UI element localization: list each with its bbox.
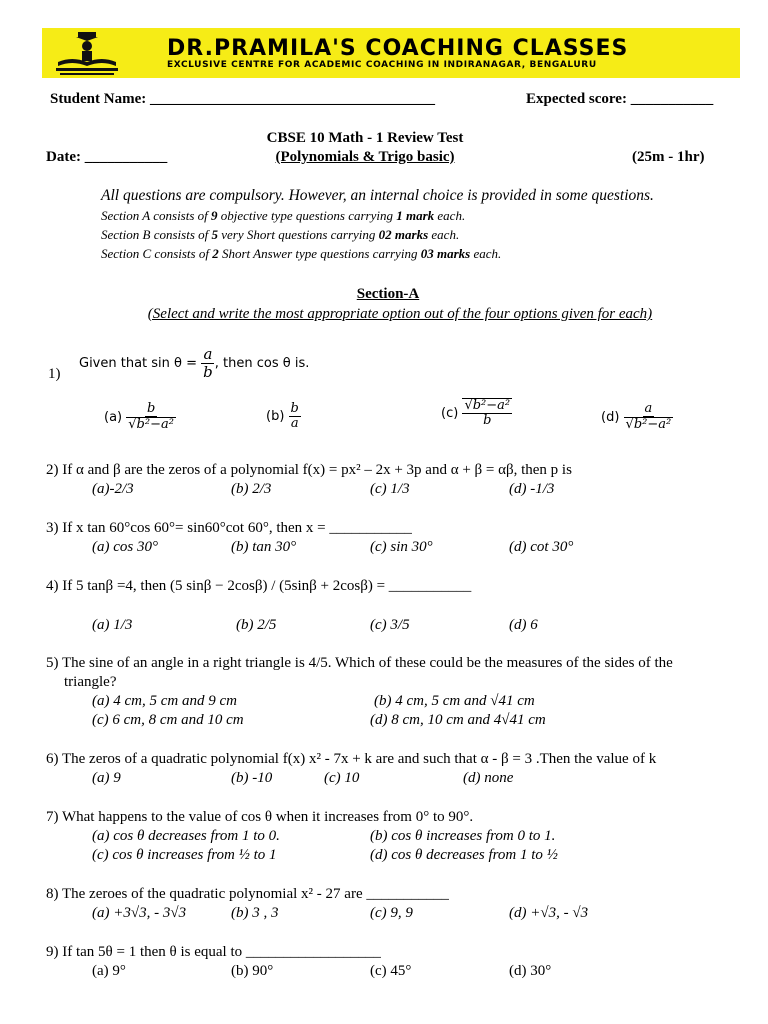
q5-option-c: (c) 6 cm, 8 cm and 10 cm <box>92 712 244 728</box>
q8-option-d: (d) +√3, - √3 <box>509 905 589 921</box>
q3-option-b: (b) tan 30° <box>231 539 297 555</box>
q2-option-b: (b) 2/3 <box>231 481 272 497</box>
q6-option-d: (d) none <box>463 770 514 786</box>
q4-option-c: (c) 3/5 <box>370 617 410 633</box>
q1-option-c: (c) $\frac{\text{√b²−a²}}{b}$ <box>441 398 511 429</box>
q6-question: 6) The zeros of a quadratic polynomial f(x) x² - 7x + k are and such that α - β = 3 .Then the value of k <box>46 751 657 767</box>
test-title: CBSE 10 Math - 1 Review Test <box>266 130 464 146</box>
q7-option-c: (c) cos θ increases from ½ to 1 <box>92 847 277 863</box>
q4-question: 4) If 5 tanβ =4, then (5 sinβ − 2cosβ) / (5sinβ + 2cosβ) = ___________ <box>46 578 472 594</box>
q8-question: 8) The zeroes of the quadratic polynomial x² - 27 are ___________ <box>46 886 449 902</box>
q1-option-d: (d) $\frac{a}{\text{√b²−a²}}$ <box>601 401 672 433</box>
q3-option-c: (c) sin 30° <box>370 539 433 555</box>
q9-option-b: (b) 90° <box>231 963 274 979</box>
q3-option-a: (a) cos 30° <box>92 539 158 555</box>
instruction-section-a: Section A consists of 9 objective type questions carrying 1 mark each. <box>101 208 466 223</box>
q9-question: 9) If tan 5θ = 1 then θ is equal to __________________ <box>46 944 381 960</box>
q4-option-d: (d) 6 <box>509 617 538 633</box>
q1-option-b: (b) $\frac{b}{a}$ <box>266 401 299 432</box>
date-field: Date: ___________ <box>46 149 168 165</box>
expected-score-field: Expected score: ___________ <box>526 91 714 107</box>
instruction-section-c: Section C consists of 2 Short Answer type questions carrying 03 marks each. <box>101 246 502 261</box>
instruction-main: All questions are compulsory. However, an internal choice is provided in some questions. <box>101 187 654 204</box>
q8-option-b: (b) 3 , 3 <box>231 905 279 921</box>
instruction-section-b: Section B consists of 5 very Short questions carrying 02 marks each. <box>101 227 460 242</box>
q1-question: Given that sin θ = $\frac{a}{b}$ , then cos θ is. <box>79 345 310 381</box>
q6-option-b: (b) -10 <box>231 770 273 786</box>
q2-option-c: (c) 1/3 <box>370 481 410 497</box>
test-topic: (Polynomials & Trigo basic) <box>275 149 455 165</box>
q5-question: 5) The sine of an angle in a right triangle is 4/5. Which of these could be the measures of the sides of the <box>46 655 673 671</box>
q2-option-a: (a)-2/3 <box>92 481 134 497</box>
q5-option-d: (d) 8 cm, 10 cm and 4√41 cm <box>370 712 546 728</box>
q7-option-a: (a) cos θ decreases from 1 to 0. <box>92 828 280 844</box>
q9-option-c: (c) 45° <box>370 963 412 979</box>
q4-option-a: (a) 1/3 <box>92 617 133 633</box>
q7-question: 7) What happens to the value of cos θ when it increases from 0° to 90°. <box>46 809 474 825</box>
logo-icon <box>52 30 122 76</box>
student-name-field: Student Name: ______________________________________ <box>50 91 435 107</box>
q9-option-d: (d) 30° <box>509 963 552 979</box>
q2-option-d: (d) -1/3 <box>509 481 555 497</box>
q7-option-d: (d) cos θ decreases from 1 to ½ <box>370 847 558 863</box>
section-a-title: Section-A <box>356 286 420 302</box>
q6-option-c: (c) 10 <box>324 770 360 786</box>
q7-option-b: (b) cos θ increases from 0 to 1. <box>370 828 556 844</box>
q4-option-b: (b) 2/5 <box>236 617 277 633</box>
q8-option-a: (a) +3√3, - 3√3 <box>92 905 187 921</box>
q1-option-a: (a) $\frac{b}{\text{√b²−a²}}$ <box>104 401 174 433</box>
banner-subtitle: EXCLUSIVE CENTRE FOR ACADEMIC COACHING IN INDIRANAGAR, BENGALURU <box>167 60 597 70</box>
banner-title: DR.PRAMILA'S COACHING CLASSES <box>167 36 629 61</box>
q3-question: 3) If x tan 60°cos 60°= sin60°cot 60°, then x = ___________ <box>46 520 412 536</box>
q1-number: 1) <box>48 366 61 382</box>
q5-option-b: (b) 4 cm, 5 cm and √41 cm <box>374 693 535 709</box>
q8-option-c: (c) 9, 9 <box>370 905 413 921</box>
q5-question-cont: triangle? <box>64 674 117 690</box>
q5-option-a: (a) 4 cm, 5 cm and 9 cm <box>92 693 237 709</box>
q9-option-a: (a) 9° <box>92 963 126 979</box>
q2-question: 2) If α and β are the zeros of a polynomial f(x) = px² – 2x + 3p and α + β = αβ, then p is <box>46 462 572 478</box>
q6-option-a: (a) 9 <box>92 770 121 786</box>
duration: (25m - 1hr) <box>632 149 705 165</box>
section-a-subtitle: (Select and write the most appropriate option out of the four options given for each) <box>147 306 653 322</box>
q3-option-d: (d) cot 30° <box>509 539 574 555</box>
